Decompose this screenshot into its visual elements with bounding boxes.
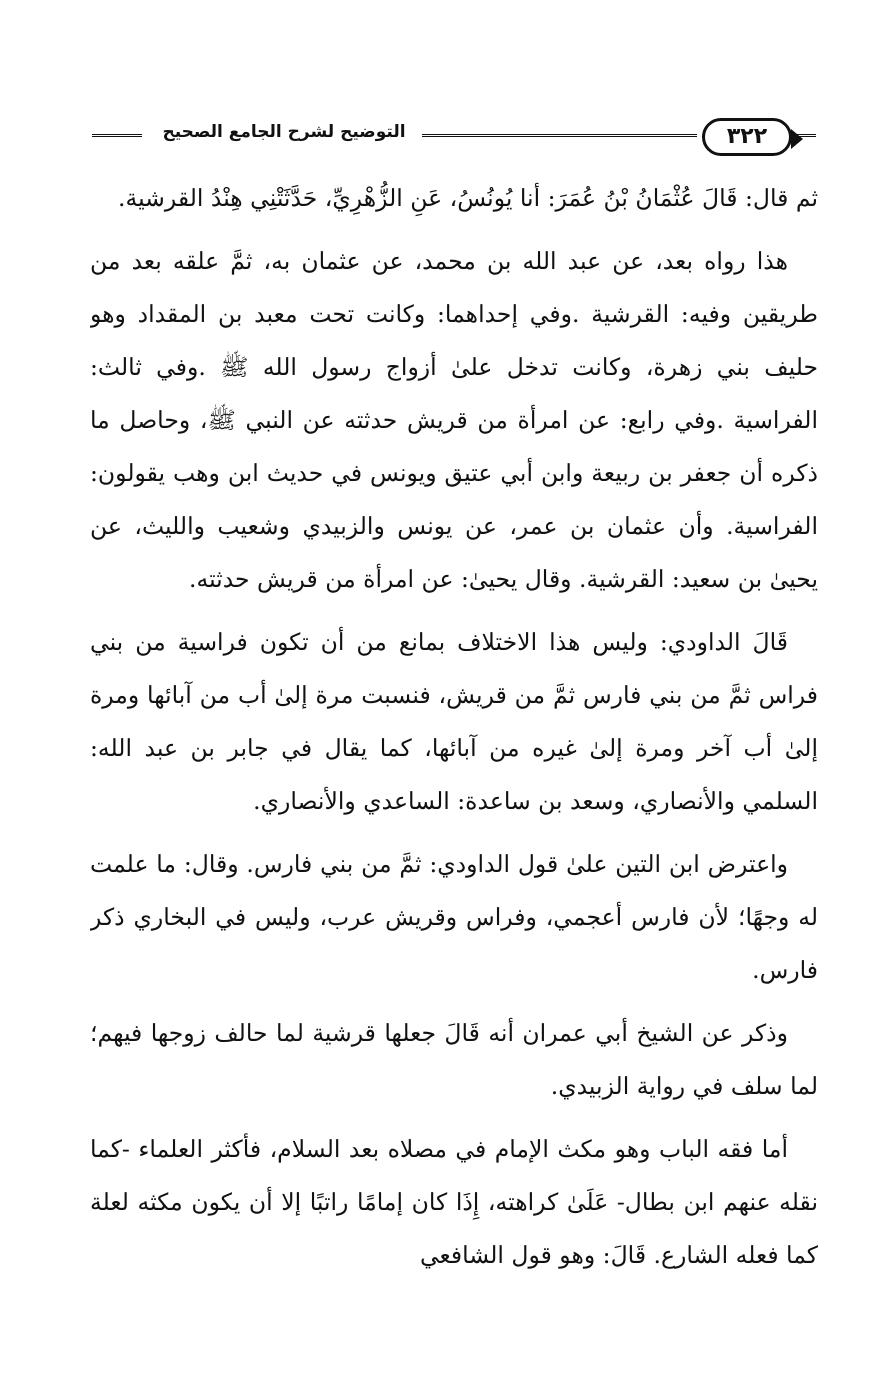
paragraph: أما فقه الباب وهو مكث الإمام في مصلاه بعد السلام، فأكثر العلماء -كما نقله عنهم ابن بطال- عَلَىٰ كراهته، إِذَا كان إمامًا راتبًا إلا أن يكون مكثه لعلة كما فعله الشارع. قَالَ: وهو قول الشافعي <box>90 1135 818 1269</box>
running-title: التوضيح لشرح الجامع الصحيح <box>162 122 406 142</box>
paragraph: واعترض ابن التين علىٰ قول الداودي: ثمَّ من بني فارس. وقال: ما علمت له وجهًا؛ لأن فارس أعجمي، وفراس وقريش عرب، وليس في البخاري ذكر فارس. <box>90 850 818 984</box>
paragraph: وذكر عن الشيخ أبي عمران أنه قَالَ جعلها قرشية لما حالف زوجها فيهم؛ لما سلف في رواية الزبيدي. <box>90 1019 818 1100</box>
header-rule-right <box>792 134 816 140</box>
paragraph: ثم قال: قَالَ عُثْمَانُ بْنُ عُمَرَ: أنا يُونُسُ، عَنِ الزُّهْرِيِّ، حَدَّثَتْنِي هِنْدُ القرشية. <box>118 184 818 212</box>
header-rule-left <box>92 134 142 140</box>
paragraph: هذا رواه بعد، عن عبد الله بن محمد، عن عثمان به، ثمَّ علقه بعد من طريقين وفيه: القرشية .وفي إحداهما: وكانت تحت معبد بن المقداد وهو حليف بني زهرة، وكانت تدخل علىٰ أزواج رسول الله ﷺ .وفي ثالث: الفراسية .وفي رابع: عن امرأة من قريش حدثته عن النبي ﷺ، وحاصل ما ذكره أن جعفر بن ربيعة وابن أبي عتيق ويونس في حديث ابن وهب يقولون: الفراسية. وأن عثمان بن عمر، عن يونس والزبيدي وشعيب والليث، عن يحيىٰ بن سعيد: القرشية. وقال يحيىٰ: عن امرأة من قريش حدثته. <box>90 247 818 593</box>
paragraph: قَالَ الداودي: وليس هذا الاختلاف بمانع من أن تكون فراسية من بني فراس ثمَّ من بني فارس ثمَّ من قريش، فنسبت مرة إلىٰ أب من آبائها ومرة إلىٰ أب آخر ومرة إلىٰ غيره من آبائها، كما يقال في جابر بن عبد الله: السلمي والأنصاري، وسعد بن ساعدة: الساعدي والأنصاري. <box>90 628 818 815</box>
page-body <box>90 172 818 1312</box>
page-number: ٣٢٢ <box>702 118 792 156</box>
page-header <box>92 116 816 164</box>
header-rule-middle <box>422 134 697 140</box>
